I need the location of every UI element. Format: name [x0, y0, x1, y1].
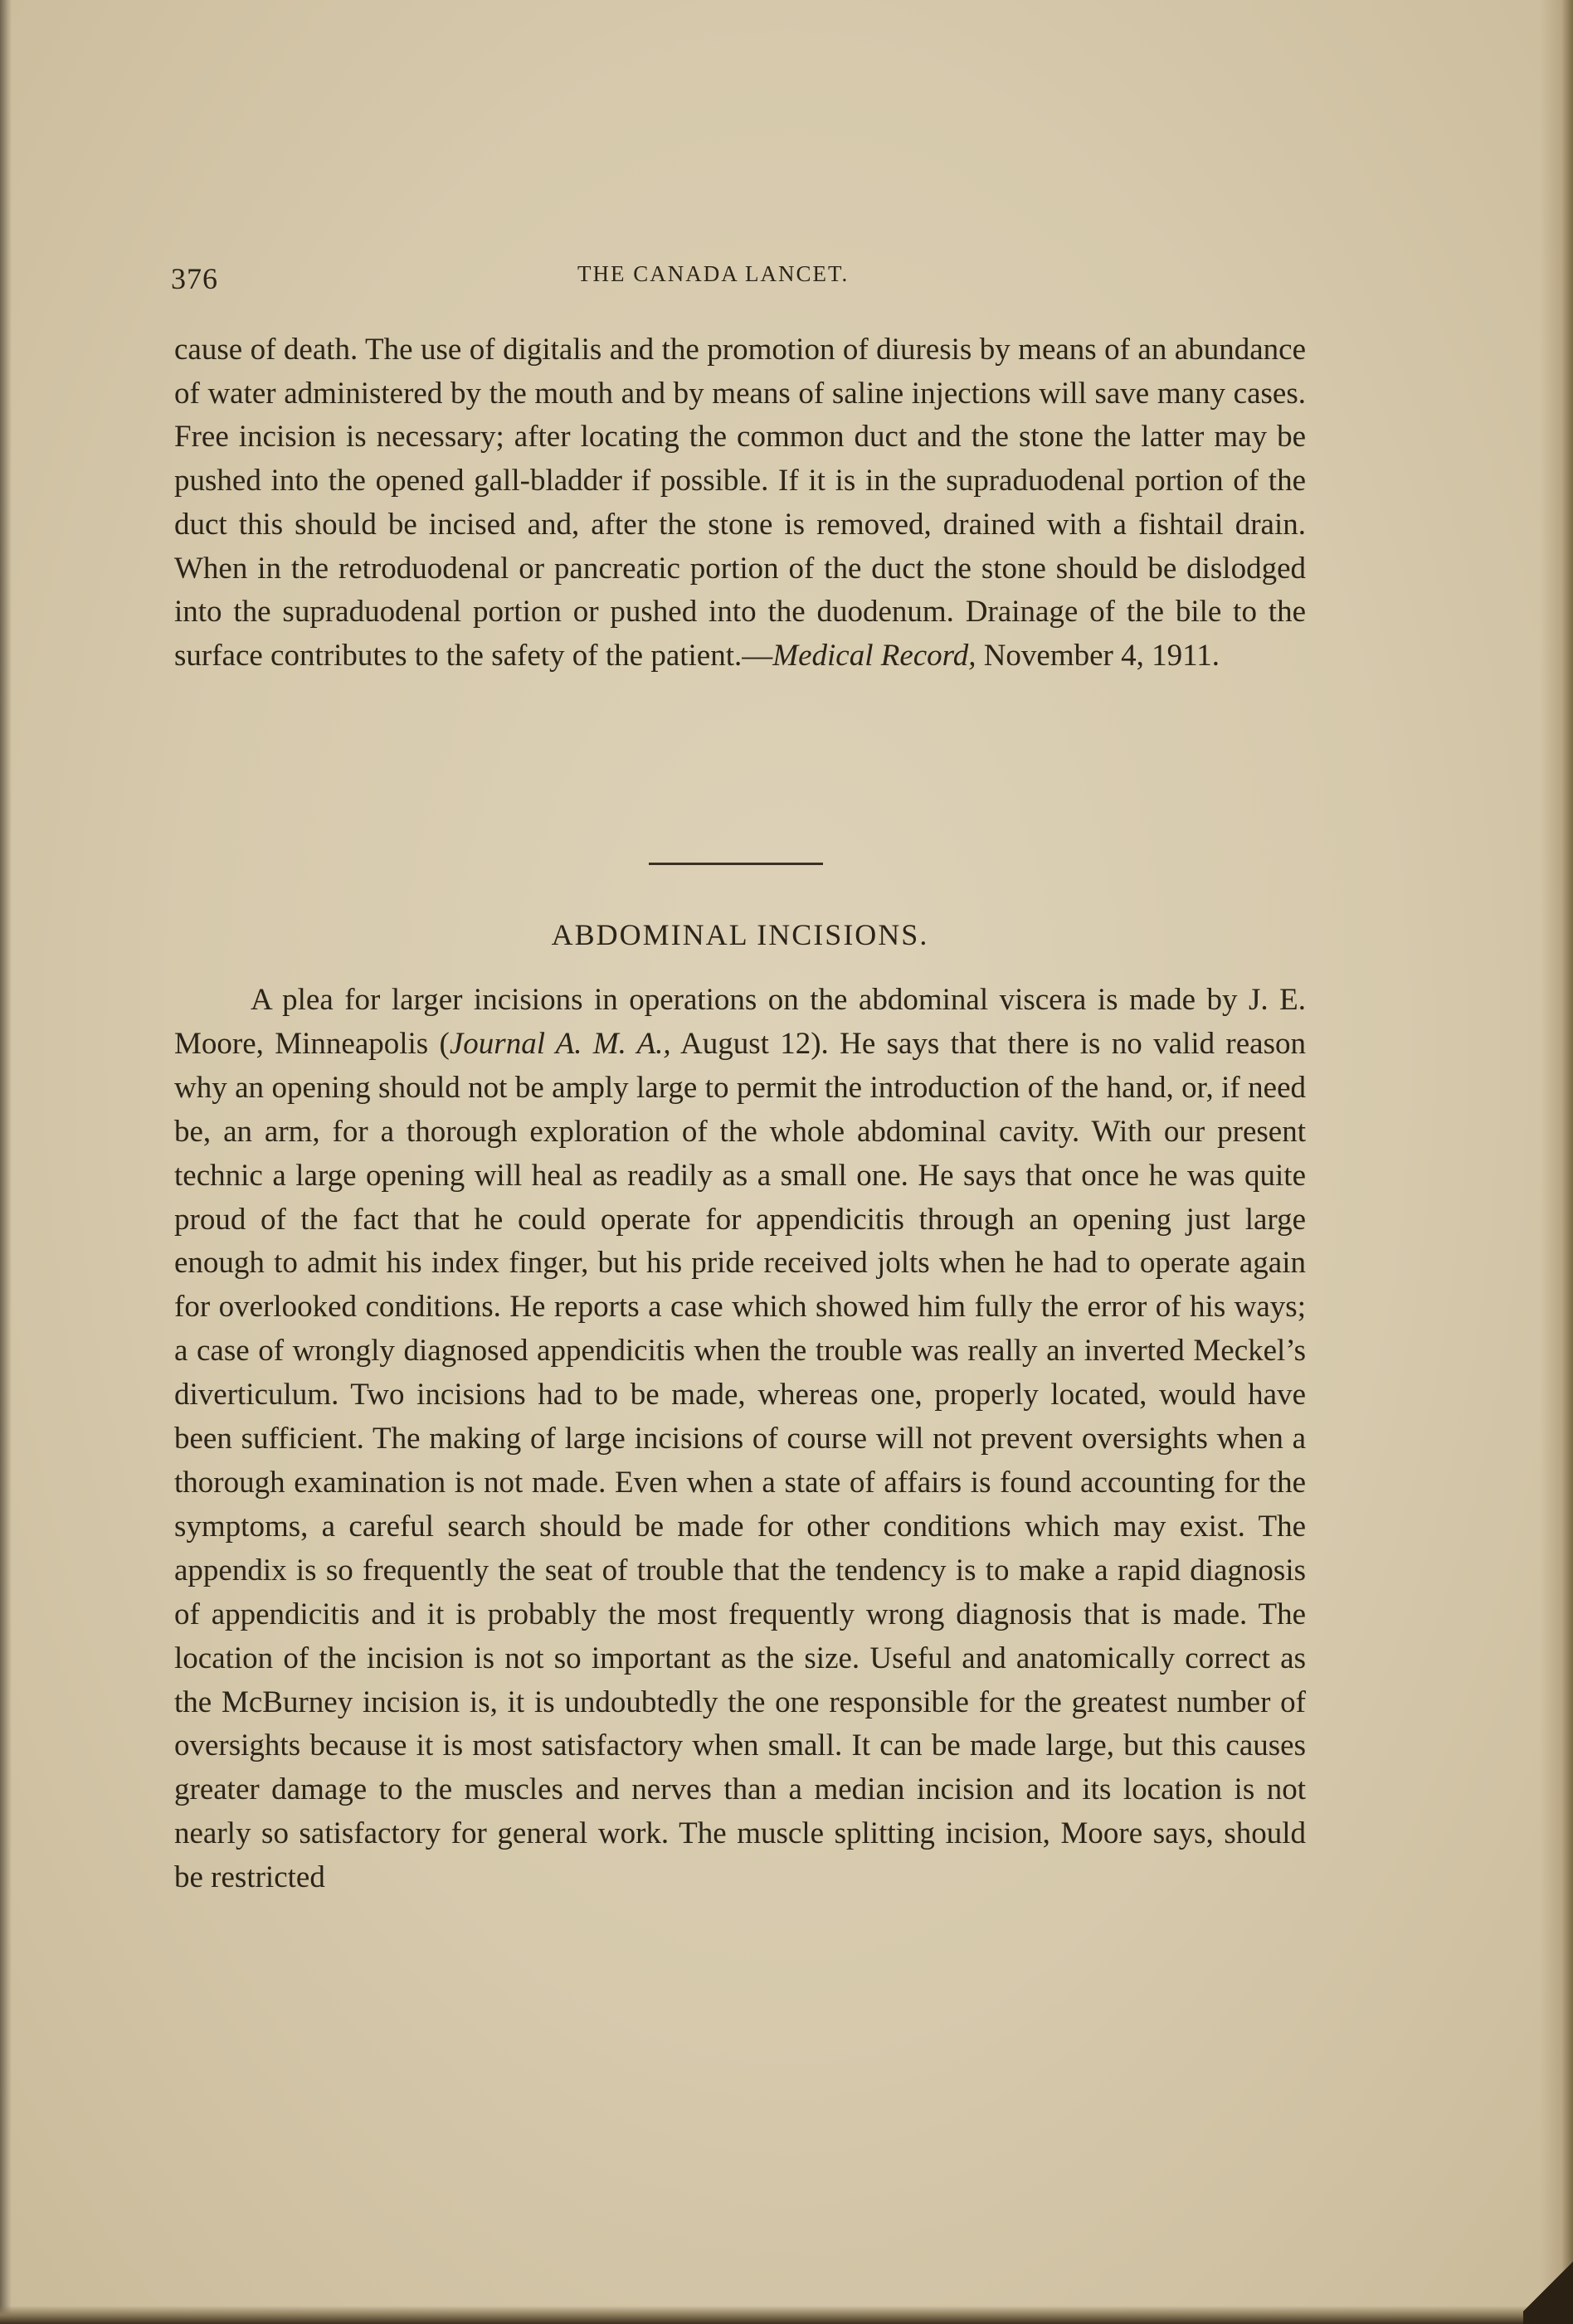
- continued-article: [174, 328, 1306, 678]
- section-divider-rule: [649, 863, 823, 865]
- continued-article-text: cause of death. The use of digitalis and the promotion of diuresis by means of an abundance of water administered by the mouth and by means of saline injections will save many cases. Free incision is necessary; after locating the common duct and the stone the latter may be pushed into the opened gall-bladder if possible. If it is in the supraduodenal portion of the duct this should be incised and, after the stone is removed, drained with a fishtail drain. When in the retroduodenal or pancreatic portion of the duct the stone should be dislodged into the supraduodenal portion or pushed into the duodenum. Drainage of the bile to the surface contributes to the safety of the patient.—: [174, 333, 1306, 673]
- article-paragraph: [174, 979, 1306, 1900]
- page-left-edge-shadow: [0, 0, 12, 2324]
- article-text-before-reference: A plea for larger incisions in operations on the abdominal viscera is made by J. E. Moore, Minneapolis (: [174, 983, 1306, 1061]
- running-head: THE CANADA LANCET.: [577, 261, 850, 286]
- page-bottom-edge-shadow: [0, 2306, 1573, 2324]
- page-right-edge-shadow: [1540, 0, 1573, 2324]
- article-reference-journal: Journal A. M. A.,: [449, 1026, 671, 1061]
- citation-date: November 4, 1911.: [976, 638, 1220, 673]
- page-corner-shadow: [1523, 2249, 1573, 2324]
- article-text-after-reference: August 12). He says that there is no valid reason why an opening should not be amply large to permit the introduction of the hand, or, if need be, an arm, for a thorough exploration of the whole abdominal cavity. With our present technic a large opening will heal as readily as a small one. He says that once he was quite proud of the fact that he could operate for appendicitis through an opening just large enough to admit his index finger, but his pride received jolts when he had to operate again for overlooked conditions. He reports a case which showed him fully the error of his ways; a case of wrongly diagnosed appendicitis when the trouble was really an inverted Meckel’s diverticulum. Two incisions had to be made, whereas one, properly located, would have been sufficient. The making of large incisions of course will not prevent oversights when a thorough examination is not made. Even when a state of affairs is found accounting for the symptoms, a careful search should be made for other conditions which may exist. The appendix is so frequently the seat of trouble that the tendency is to make a rapid diagnosis of appendicitis and it is probably the most frequently wrong diagnosis that is made. The location of the incision is not so important as the size. Useful and anatomically correct as the McBurney incision is, it is undoubtedly the one responsible for the greatest number of oversights because it is most satisfactory when small. It can be made large, but this causes greater damage to the muscles and nerves than a median incision and its location is not nearly so satisfactory for general work. The muscle splitting incision, Moore says, should be restricted: [174, 1026, 1306, 1895]
- continued-article-paragraph: [174, 328, 1306, 678]
- citation-journal: Medical Record,: [772, 638, 976, 673]
- article-title: ABDOMINAL INCISIONS.: [551, 918, 929, 951]
- page-number: 376: [171, 262, 218, 295]
- article-body: [174, 979, 1306, 1900]
